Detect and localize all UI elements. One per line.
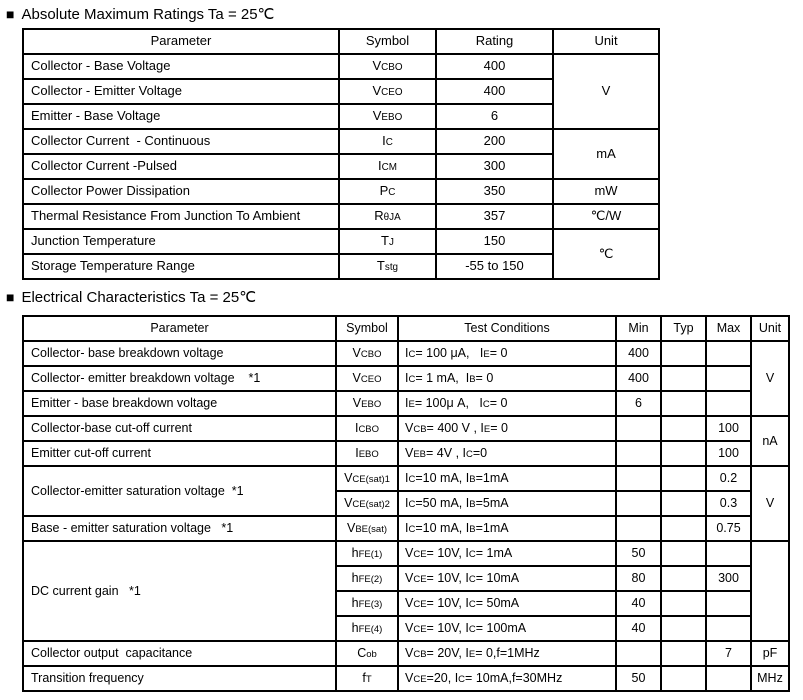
unit-cell: V — [751, 466, 789, 541]
rating-cell: -55 to 150 — [436, 254, 553, 279]
column-header-min: Min — [616, 316, 661, 341]
rating-cell: 300 — [436, 154, 553, 179]
typ-cell — [661, 366, 706, 391]
table-row — [23, 516, 789, 541]
column-header-max: Max — [706, 316, 751, 341]
min-cell — [616, 416, 661, 441]
symbol-cell: hFE(1) — [336, 541, 398, 566]
max-cell — [706, 666, 751, 691]
table-row — [23, 229, 659, 254]
symbol-cell: ICBO — [336, 416, 398, 441]
min-cell: 40 — [616, 591, 661, 616]
parameter-cell: Collector-emitter saturation voltage *1 — [23, 466, 336, 516]
max-cell — [706, 591, 751, 616]
parameter-cell: Collector Current - Continuous — [23, 129, 339, 154]
min-cell — [616, 441, 661, 466]
column-header-unit: Unit — [751, 316, 789, 341]
table-row — [23, 441, 789, 466]
parameter-cell: Collector Current -Pulsed — [23, 154, 339, 179]
parameter-cell: DC current gain *1 — [23, 541, 336, 641]
test-conditions-cell: VCB= 400 V , IE= 0 — [398, 416, 616, 441]
typ-cell — [661, 441, 706, 466]
min-cell — [616, 491, 661, 516]
unit-cell: MHz — [751, 666, 789, 691]
unit-cell: ℃/W — [553, 204, 659, 229]
symbol-cell: Cob — [336, 641, 398, 666]
max-cell: 100 — [706, 441, 751, 466]
table-row — [23, 641, 789, 666]
min-cell: 80 — [616, 566, 661, 591]
max-cell: 0.75 — [706, 516, 751, 541]
min-cell — [616, 466, 661, 491]
min-cell — [616, 641, 661, 666]
test-conditions-cell: IC= 1 mA, IB= 0 — [398, 366, 616, 391]
max-cell: 0.2 — [706, 466, 751, 491]
table-row — [23, 466, 789, 491]
parameter-cell: Emitter - Base Voltage — [23, 104, 339, 129]
max-cell: 100 — [706, 416, 751, 441]
symbol-cell: VCE(sat)1 — [336, 466, 398, 491]
min-cell: 50 — [616, 666, 661, 691]
unit-cell: mW — [553, 179, 659, 204]
section-title-text: Electrical Characteristics Ta = 25℃ — [21, 289, 257, 306]
test-conditions-cell: IC=10 mA, IB=1mA — [398, 516, 616, 541]
typ-cell — [661, 516, 706, 541]
min-cell: 6 — [616, 391, 661, 416]
table-row — [23, 341, 789, 366]
column-header-test-conditions: Test Conditions — [398, 316, 616, 341]
rating-cell: 350 — [436, 179, 553, 204]
parameter-cell: Emitter cut-off current — [23, 441, 336, 466]
section-bullet-icon: ■ — [6, 289, 15, 305]
parameter-cell: Storage Temperature Range — [23, 254, 339, 279]
max-cell: 300 — [706, 566, 751, 591]
test-conditions-cell: VCE= 10V, IC= 50mA — [398, 591, 616, 616]
max-cell: 0.3 — [706, 491, 751, 516]
electrical-characteristics-table — [22, 315, 790, 692]
symbol-cell: hFE(3) — [336, 591, 398, 616]
min-cell: 400 — [616, 366, 661, 391]
unit-cell: nA — [751, 416, 789, 466]
rating-cell: 6 — [436, 104, 553, 129]
unit-cell: ℃ — [553, 229, 659, 279]
max-cell: 7 — [706, 641, 751, 666]
parameter-cell: Collector - Emitter Voltage — [23, 79, 339, 104]
section-bullet-icon: ■ — [6, 6, 15, 22]
typ-cell — [661, 391, 706, 416]
parameter-cell: Collector-base cut-off current — [23, 416, 336, 441]
parameter-cell: Collector - Base Voltage — [23, 54, 339, 79]
parameter-cell: Emitter - base breakdown voltage — [23, 391, 336, 416]
rating-cell: 200 — [436, 129, 553, 154]
parameter-cell: Collector- base breakdown voltage — [23, 341, 336, 366]
symbol-cell: VEBO — [336, 391, 398, 416]
table-row — [23, 666, 789, 691]
symbol-cell: IEBO — [336, 441, 398, 466]
table-header-row — [23, 29, 659, 54]
rating-cell: 357 — [436, 204, 553, 229]
column-header-rating: Rating — [436, 29, 553, 54]
typ-cell — [661, 416, 706, 441]
symbol-cell: RθJA — [339, 204, 436, 229]
symbol-cell: fT — [336, 666, 398, 691]
typ-cell — [661, 541, 706, 566]
symbol-cell: Tstg — [339, 254, 436, 279]
rating-cell: 150 — [436, 229, 553, 254]
typ-cell — [661, 666, 706, 691]
rating-cell: 400 — [436, 54, 553, 79]
table-row — [23, 204, 659, 229]
unit-cell — [751, 541, 789, 641]
unit-cell: mA — [553, 129, 659, 179]
symbol-cell: TJ — [339, 229, 436, 254]
test-conditions-cell: IC=50 mA, IB=5mA — [398, 491, 616, 516]
typ-cell — [661, 566, 706, 591]
symbol-cell: VCBO — [339, 54, 436, 79]
typ-cell — [661, 616, 706, 641]
typ-cell — [661, 491, 706, 516]
test-conditions-cell: IC=10 mA, IB=1mA — [398, 466, 616, 491]
column-header-symbol: Symbol — [336, 316, 398, 341]
test-conditions-cell: VCE= 10V, IC= 1mA — [398, 541, 616, 566]
table-row — [23, 416, 789, 441]
parameter-cell: Transition frequency — [23, 666, 336, 691]
min-cell: 50 — [616, 541, 661, 566]
unit-cell: V — [553, 54, 659, 129]
table-row — [23, 129, 659, 154]
max-cell — [706, 616, 751, 641]
typ-cell — [661, 591, 706, 616]
column-header-symbol: Symbol — [339, 29, 436, 54]
column-header-parameter: Parameter — [23, 316, 336, 341]
rating-cell: 400 — [436, 79, 553, 104]
max-cell — [706, 366, 751, 391]
symbol-cell: VBE(sat) — [336, 516, 398, 541]
test-conditions-cell: VCB= 20V, IE= 0,f=1MHz — [398, 641, 616, 666]
table-row — [23, 541, 789, 566]
test-conditions-cell: IC= 100 μA, IE= 0 — [398, 341, 616, 366]
symbol-cell: VCEO — [336, 366, 398, 391]
table-row — [23, 391, 789, 416]
table-header-row — [23, 316, 789, 341]
test-conditions-cell: IE= 100μ A, IC= 0 — [398, 391, 616, 416]
parameter-cell: Collector output capacitance — [23, 641, 336, 666]
column-header-typ: Typ — [661, 316, 706, 341]
column-header-unit: Unit — [553, 29, 659, 54]
symbol-cell: PC — [339, 179, 436, 204]
table-row — [23, 54, 659, 79]
min-cell: 400 — [616, 341, 661, 366]
symbol-cell: IC — [339, 129, 436, 154]
parameter-cell: Collector Power Dissipation — [23, 179, 339, 204]
table-row — [23, 366, 789, 391]
parameter-cell: Base - emitter saturation voltage *1 — [23, 516, 336, 541]
column-header-parameter: Parameter — [23, 29, 339, 54]
symbol-cell: VCE(sat)2 — [336, 491, 398, 516]
section-title-electrical-characteristics — [6, 288, 256, 306]
test-conditions-cell: VCE= 10V, IC= 10mA — [398, 566, 616, 591]
symbol-cell: ICM — [339, 154, 436, 179]
typ-cell — [661, 466, 706, 491]
parameter-cell: Junction Temperature — [23, 229, 339, 254]
symbol-cell: hFE(4) — [336, 616, 398, 641]
max-cell — [706, 541, 751, 566]
test-conditions-cell: VEB= 4V , IC=0 — [398, 441, 616, 466]
section-title-text: Absolute Maximum Ratings Ta = 25℃ — [21, 6, 275, 23]
symbol-cell: VCEO — [339, 79, 436, 104]
max-cell — [706, 391, 751, 416]
min-cell — [616, 516, 661, 541]
parameter-cell: Collector- emitter breakdown voltage *1 — [23, 366, 336, 391]
max-cell — [706, 341, 751, 366]
test-conditions-cell: VCE= 10V, IC= 100mA — [398, 616, 616, 641]
test-conditions-cell: VCE=20, IC= 10mA,f=30MHz — [398, 666, 616, 691]
symbol-cell: VEBO — [339, 104, 436, 129]
unit-cell: pF — [751, 641, 789, 666]
parameter-cell: Thermal Resistance From Junction To Ambient — [23, 204, 339, 229]
symbol-cell: hFE(2) — [336, 566, 398, 591]
typ-cell — [661, 641, 706, 666]
typ-cell — [661, 341, 706, 366]
absolute-maximum-ratings-table — [22, 28, 660, 280]
min-cell: 40 — [616, 616, 661, 641]
symbol-cell: VCBO — [336, 341, 398, 366]
table-row — [23, 179, 659, 204]
unit-cell: V — [751, 341, 789, 416]
section-title-absolute-maximum-ratings — [6, 5, 274, 23]
